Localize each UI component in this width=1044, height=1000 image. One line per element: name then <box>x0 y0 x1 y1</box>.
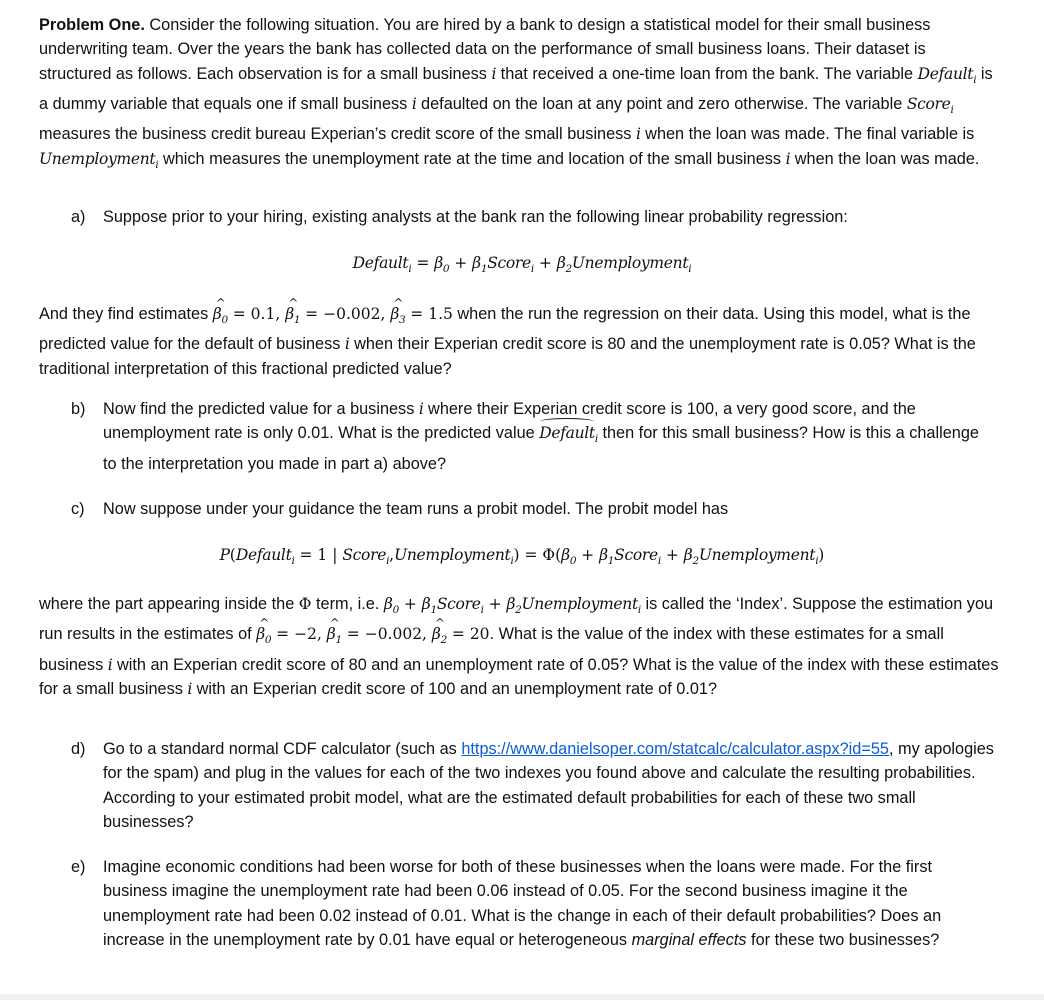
math-symbol: P <box>219 546 230 564</box>
text-run: And they find estimates <box>39 305 213 323</box>
math-operator: = −0.002, <box>300 305 391 323</box>
part-c-label: c) <box>71 500 85 518</box>
math-subscript: i <box>594 433 598 446</box>
part-b <box>71 397 996 476</box>
part-d-text <box>103 737 996 834</box>
page-bottom-edge <box>0 994 1044 1000</box>
math-variable <box>521 595 641 617</box>
math-operator: = 20 <box>446 625 490 644</box>
part-e-text <box>103 855 996 952</box>
math-variable <box>434 254 450 276</box>
hat-symbol: ^ β <box>432 622 441 646</box>
math-symbol: Score <box>906 94 951 113</box>
math-operator: + <box>449 254 473 272</box>
math-subscript: 2 <box>515 604 522 617</box>
text-run: when the loan was made. The final variable is <box>640 125 975 144</box>
math-symbol: i <box>344 335 350 354</box>
part-c-estimates <box>39 592 999 701</box>
math-variable <box>487 254 534 276</box>
text-run: with an Experian credit score of 100 and an unemployment rate of 0.01? <box>192 680 718 699</box>
math-operator: = <box>411 254 435 272</box>
math-operator: Φ <box>298 595 312 613</box>
text-run: measures the business credit bureau Experian’s credit score of the small business <box>39 125 636 144</box>
math-symbol: i <box>418 400 424 418</box>
math-operator: = −0.002, <box>341 625 432 644</box>
math-subscript: 2 <box>692 555 699 568</box>
math-subscript: 2 <box>440 634 447 647</box>
math-variable <box>506 595 522 617</box>
math-subscript: i <box>950 104 954 117</box>
math-subscript: 0 <box>442 263 450 276</box>
math-symbol: Score <box>487 254 531 272</box>
math-operator: , <box>389 546 395 564</box>
math-operator: ) <box>818 546 825 564</box>
math-subscript: 0 <box>221 314 228 327</box>
math-operator: + <box>398 595 422 613</box>
text-run: is called the ‘Index’. Suppose the estimation you run results in the estimates of <box>39 595 994 644</box>
text-run: Go to a standard normal CDF calculator (such as <box>103 740 462 758</box>
math-variable <box>539 424 598 446</box>
hat-symbol: ^ β <box>285 302 294 326</box>
math-operator: = 0.1, <box>227 305 286 323</box>
math-symbol: β <box>561 546 570 564</box>
math-operator: + <box>660 546 684 564</box>
problem-intro <box>39 13 999 177</box>
math-subscript: i <box>657 555 661 568</box>
math-variable <box>39 149 159 171</box>
part-e-label: e) <box>71 858 86 876</box>
math-symbol: i <box>491 64 497 83</box>
math-variable <box>285 305 301 327</box>
math-variable <box>614 546 661 568</box>
math-subscript: i <box>815 555 819 568</box>
math-variable <box>390 305 406 327</box>
math-symbol: Default <box>352 254 409 272</box>
hat-symbol: ^ β <box>390 302 399 326</box>
math-variable <box>683 546 699 568</box>
part-a-text <box>103 205 996 229</box>
math-variable <box>235 546 295 568</box>
text-run: where the part appearing inside the <box>39 595 299 613</box>
math-symbol: Unemployment <box>698 546 816 564</box>
hat-symbol: ^ β <box>256 622 265 646</box>
math-symbol: i <box>187 680 193 699</box>
part-a-estimates <box>39 302 999 381</box>
math-symbol: β <box>683 546 693 564</box>
math-symbol: β <box>421 595 431 613</box>
math-subscript: 0 <box>569 555 577 568</box>
bold-heading: Problem One. <box>39 16 145 34</box>
math-symbol: Score <box>614 546 658 564</box>
math-variable <box>421 595 437 617</box>
math-variable <box>394 546 514 568</box>
text-run: , my apologies for the spam) and plug in the values for each of the two indexes you found above and calculate the resulting probabilities. According to your estimated probit model, what are the estimated default probabilities for each of these two small businesses? <box>103 740 994 831</box>
text-run: when the run the regression on their data. Using this model, what is the predicted value for the default of business <box>39 305 971 354</box>
text-run: with an Experian credit score of 80 and an unemployment rate of 0.05? What is the value of the index with these estimates for a small business <box>39 655 999 699</box>
math-subscript: i <box>386 555 390 568</box>
equation-probit <box>0 542 1044 574</box>
text-run: Suppose prior to your hiring, existing analysts at the bank ran the following linear probability regression: <box>103 208 848 226</box>
math-subscript: 2 <box>565 263 572 276</box>
text-run: when their Experian credit score is 80 and the unemployment rate is 0.05? What is the traditional interpretation of this fractional predicted value? <box>39 335 976 378</box>
part-d <box>71 737 996 834</box>
math-variable <box>220 546 230 564</box>
math-variable <box>571 254 692 276</box>
math-symbol: Default <box>235 546 292 564</box>
part-b-label: b) <box>71 400 86 418</box>
math-symbol: Score <box>436 595 481 613</box>
math-symbol: i <box>411 94 417 113</box>
math-subscript: i <box>510 555 514 568</box>
math-symbol: Default <box>539 421 595 445</box>
math-variable <box>917 64 977 86</box>
math-subscript: 1 <box>335 634 342 647</box>
math-symbol: Unemployment <box>571 254 689 272</box>
math-variable <box>383 595 399 617</box>
math-subscript: i <box>637 604 641 617</box>
math-subscript: 1 <box>293 314 301 327</box>
text-run: Now suppose under your guidance the team runs a probit model. The probit model has <box>103 500 729 518</box>
math-subscript: i <box>408 263 412 276</box>
math-symbol: Unemployment <box>394 546 511 564</box>
part-a-label: a) <box>71 208 86 226</box>
math-variable <box>436 595 484 617</box>
math-subscript: i <box>530 263 534 276</box>
math-operator: + <box>576 546 600 564</box>
text-run: for these two businesses? <box>746 930 940 949</box>
math-symbol: i <box>107 655 113 674</box>
part-b-text <box>103 397 996 476</box>
text-run: which measures the unemployment rate at the time and location of the small business <box>158 149 786 168</box>
math-symbol: Default <box>917 64 974 83</box>
part-e <box>71 855 996 952</box>
math-subscript: 1 <box>480 263 488 276</box>
math-variable <box>906 94 954 117</box>
math-variable <box>431 625 447 647</box>
math-variable <box>599 546 615 568</box>
math-variable <box>556 254 572 276</box>
math-subscript: 0 <box>392 604 399 617</box>
text-run: Now find the predicted value for a business <box>103 400 419 418</box>
math-variable <box>472 254 488 276</box>
math-subscript: i <box>688 263 692 276</box>
math-variable <box>256 625 272 647</box>
math-symbol: β <box>556 254 566 272</box>
math-subscript: 3 <box>398 314 406 327</box>
part-a <box>71 205 996 229</box>
math-variable <box>698 546 819 568</box>
hat-symbol: ^ β <box>327 622 336 646</box>
math-operator: ) = Φ( <box>513 546 562 564</box>
math-subscript: i <box>480 604 484 617</box>
text-run: Consider the following situation. You are hired by a bank to design a statistical model for their small business underwriting team. Over the years the bank has collected data on the performance of small business loans. Their dataset is structured as follows. Each observation is for a small business <box>39 16 931 83</box>
math-symbol: β <box>599 546 608 564</box>
math-variable <box>326 625 342 647</box>
text-run: that received a one-time loan from the bank. The variable <box>496 64 918 83</box>
emphasis: marginal effects <box>631 930 747 949</box>
text-run: . What is the value of the index with these estimates for a small business <box>39 625 944 674</box>
text-run: where their Experian credit score is 100, a very good score, and the unemployment rate is only 0.01. What is the predicted value <box>103 400 916 443</box>
math-operator: ( <box>229 546 236 564</box>
calculator-link[interactable]: https://www.danielsoper.com/statcalc/calculator.aspx?id=55 <box>461 740 889 758</box>
math-subscript: 1 <box>430 604 437 617</box>
math-symbol: Score <box>342 546 387 564</box>
math-symbol: Unemployment <box>521 595 638 613</box>
math-symbol: β <box>472 254 481 272</box>
text-run: defaulted on the loan at any point and zero otherwise. The variable <box>416 94 907 113</box>
math-symbol: β <box>434 254 443 272</box>
text-run: then for this small business? How is this a challenge to the interpretation you made in part a) above? <box>103 424 979 473</box>
part-c <box>71 497 996 521</box>
math-subscript: i <box>155 158 159 171</box>
text-run: when the loan was made. <box>790 149 980 168</box>
text-run: is a dummy variable that equals one if small business <box>39 64 993 113</box>
math-variable <box>561 546 577 568</box>
math-symbol: β <box>506 595 516 613</box>
math-operator: = 1 | <box>294 546 343 564</box>
math-variable <box>212 305 228 327</box>
math-symbol: β <box>383 595 393 613</box>
math-subscript: 0 <box>264 634 272 647</box>
part-d-label: d) <box>71 740 86 758</box>
math-operator: = −2, <box>271 625 327 644</box>
math-operator: + <box>533 254 557 272</box>
text-run: Imagine economic conditions had been worse for both of these businesses when the loans were made. For the first business imagine the unemployment rate had been 0.06 instead of 0.05. For the second business imagine it the unemployment rate had been 0.02 instead of 0.01. What is the change in each of their default probabilities? Does an increase in the unemployment rate by 0.01 have equal or heterogeneous <box>103 858 942 949</box>
math-operator: = 1.5 <box>405 305 453 323</box>
math-subscript: i <box>973 73 977 86</box>
math-variable <box>342 546 390 568</box>
math-subscript: i <box>291 555 295 568</box>
text-run: term, i.e. <box>311 595 384 613</box>
equation-lpm <box>0 250 1044 282</box>
math-subscript: 1 <box>607 555 615 568</box>
math-symbol: i <box>635 125 641 144</box>
math-operator: + <box>483 595 507 613</box>
math-variable <box>352 254 412 276</box>
math-symbol: Unemployment <box>39 149 156 168</box>
part-c-text <box>103 497 996 521</box>
math-symbol: i <box>785 149 791 168</box>
hat-symbol: ^ β <box>213 302 222 326</box>
